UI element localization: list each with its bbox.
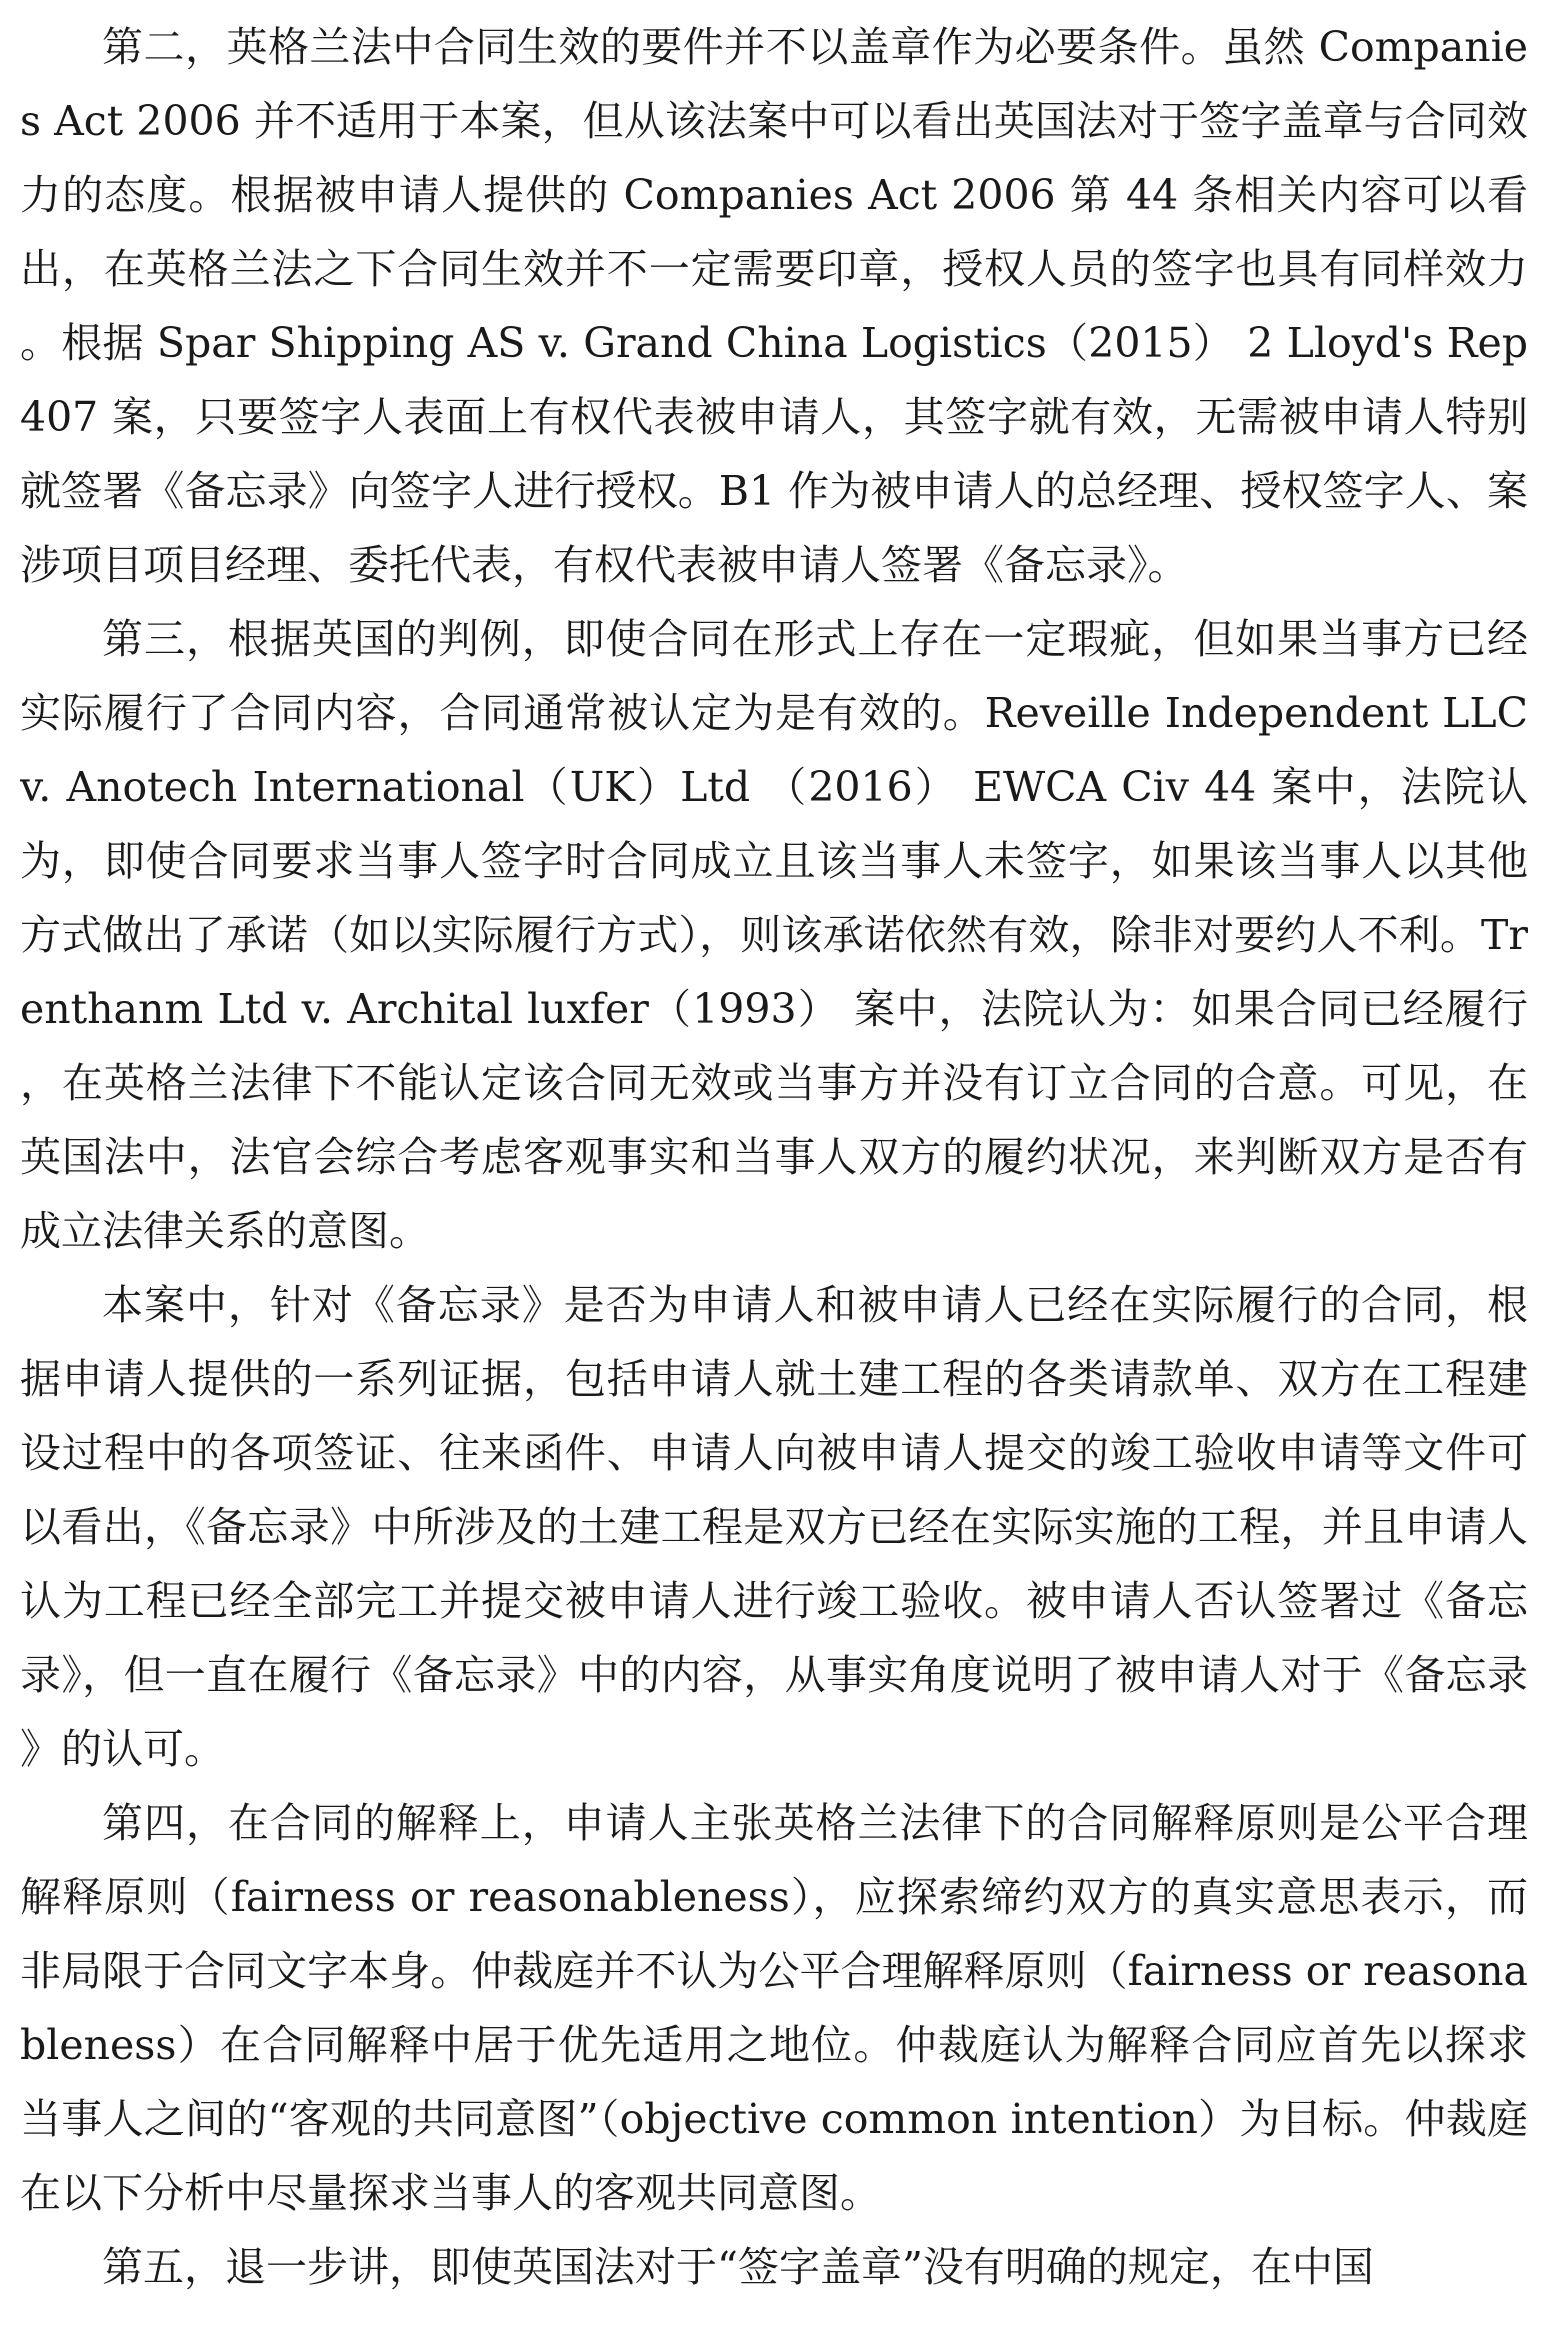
document-page bbox=[20, 10, 1528, 2330]
paragraph-second-point: 第二，英格兰法中合同生效的要件并不以盖章作为必要条件。虽然 Companies Act 2006 并不适用于本案，但从该法案中可以看出英国法对于签字盖章与合同效力的态度。根据被申请人提供的 Companies Act 2006 第 44 条相关内容可以看出，在英格兰法之下合同生效并不一定需要印章，授权人员的签字也具有同样效力。根据 Spar Shipping AS v. Grand China Logistics（2015） 2 Lloyd's Rep 407 案，只要签字人表面上有权代表被申请人，其签字就有效，无需被申请人特别就签署《备忘录》向签字人进行授权。B1 作为被申请人的总经理、授权签字人、案涉项目项目经理、委托代表，有权代表被申请人签署《备忘录》。 bbox=[20, 23, 1528, 589]
paragraph-third-point: 第三，根据英国的判例，即使合同在形式上存在一定瑕疵，但如果当事方已经实际履行了合同内容，合同通常被认定为是有效的。Reveille Independent LLC v. Anotech International（UK）Ltd （2016） EWCA Civ 44 案中，法院认为，即使合同要求当事人签字时合同成立且该当事人未签字，如果该当事人以其他方式做出了承诺（如以实际履行方式），则该承诺依然有效，除非对要约人不利。Trenthanm Ltd v. Archital luxfer（1993） 案中，法院认为：如果合同已经履行，在英格兰法律下不能认定该合同无效或当事方并没有订立合同的合意。可见，在英国法中，法官会综合考虑客观事实和当事人双方的履约状况，来判断双方是否有成立法律关系的意图。 bbox=[20, 615, 1528, 1255]
paragraph-fourth-point: 第四，在合同的解释上，申请人主张英格兰法律下的合同解释原则是公平合理解释原则（fairness or reasonableness），应探索缔约双方的真实意思表示，而非局限于合同文字本身。仲裁庭并不认为公平合理解释原则（fairness or reasonableness）在合同解释中居于优先适用之地位。仲裁庭认为解释合同应首先以探求当事人之间的“客观的共同意图”（objective common intention）为目标。仲裁庭在以下分析中尽量探求当事人的客观共同意图。 bbox=[20, 1799, 1528, 2217]
paragraph-case-analysis: 本案中，针对《备忘录》是否为申请人和被申请人已经在实际履行的合同，根据申请人提供的一系列证据，包括申请人就土建工程的各类请款单、双方在工程建设过程中的各项签证、往来函件、申请人向被申请人提交的竣工验收申请等文件可以看出，《备忘录》中所涉及的土建工程是双方已经在实际实施的工程，并且申请人认为工程已经全部完工并提交被申请人进行竣工验收。被申请人否认签署过《备忘录》，但一直在履行《备忘录》中的内容，从事实角度说明了被申请人对于《备忘录》的认可。 bbox=[20, 1281, 1528, 1773]
paragraph-fifth-point: 第五，退一步讲，即使英国法对于“签字盖章”没有明确的规定，在中国 bbox=[102, 2243, 1374, 2291]
